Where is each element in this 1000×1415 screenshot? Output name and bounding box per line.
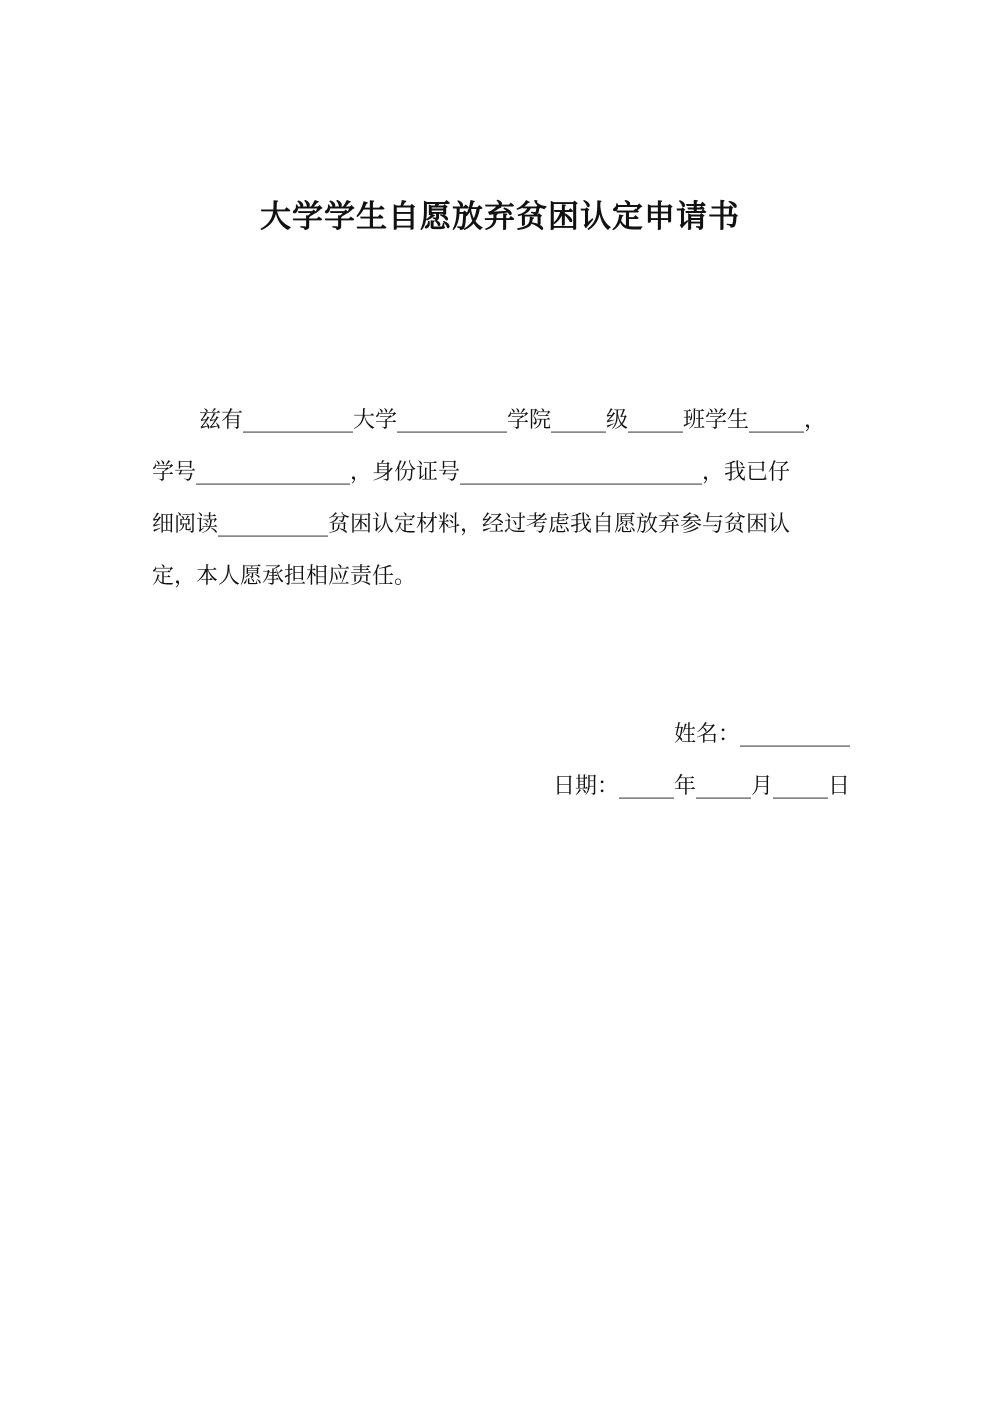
signature-date-line: 日期：_____年_____月_____日 xyxy=(552,774,850,799)
signature-name-line: 姓名：__________ xyxy=(673,722,850,747)
statement-line-3: 细阅读__________贫困认定材料，经过考虑我自愿放弃参与贫困认 xyxy=(152,512,791,537)
statement-line-4: 定，本人愿承担相应责任。 xyxy=(152,564,417,589)
document-title: 大学学生自愿放弃贫困认定申请书 xyxy=(260,199,740,235)
statement-paragraph xyxy=(152,402,862,610)
statement-line-1: 兹有__________大学__________学院_____级_____班学生_____， xyxy=(199,408,827,433)
statement-line-2: 学号______________，身份证号______________________，我已仔 xyxy=(152,460,791,485)
